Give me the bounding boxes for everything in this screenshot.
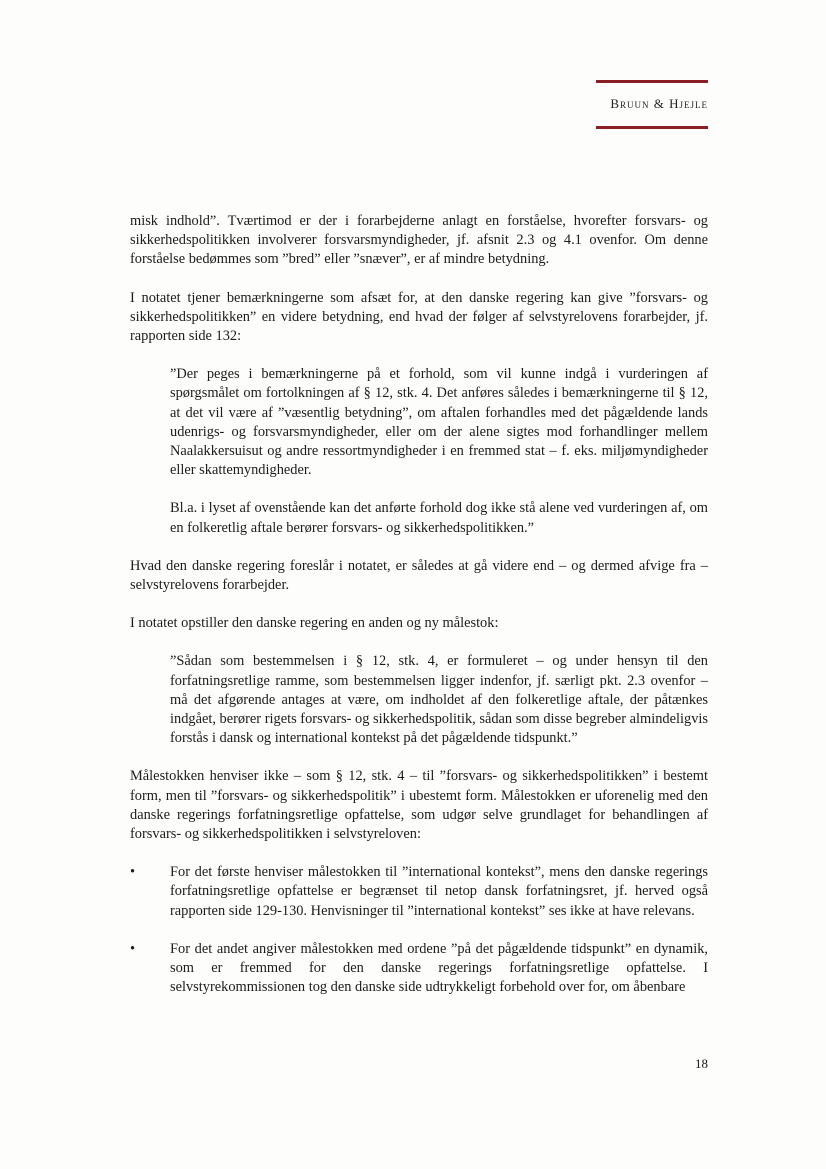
block-quote-2	[170, 652, 708, 748]
quote-1-paragraph-a: ”Der peges i bemærkningerne på et forhold, som vil kunne indgå i vurderingen af spørgsmålet om fortolkningen af § 12, stk. 4. Det anføres således i bemærkningerne til § 12, at det vil være af ”væsentlig betydning”, om aftalen forhandles med det pågældende lands udenrigs- og forsvarsmyndigheder, eller om der alene sigtes mod forhandlinger mellem Naalakkersuisut og andre ressortmyndigheder i en fremmed stat – f. eks. miljømyndigheder eller skattemyndigheder.	[170, 366, 708, 479]
header-rule-bottom	[596, 126, 708, 129]
header-rule-top	[596, 80, 708, 83]
bullet-icon: •	[130, 864, 136, 881]
bullet-icon: •	[130, 940, 136, 957]
block-quote-1	[170, 365, 708, 538]
bullet-text: For det første henviser målestokken til ”international kontekst”, mens den danske regerings forfatningsretlige opfattelse er begrænset til netop dansk forfatningsret, jf. herved også rapporten side 129-130. Henvisninger til ”international kontekst” ses ikke at have relevans.	[170, 864, 708, 919]
quote-2-paragraph: ”Sådan som bestemmelsen i § 12, stk. 4, er formuleret – og under hensyn til den forfatningsretlige ramme, som bestemmelsen ligger indenfor, jf. særligt pkt. 2.3 ovenfor – må det afgørende antages at være, om indholdet af den folkeretlige aftale, der påtænkes indgået, berører rigets forsvars- og sikkerhedspolitik, sådan som disse begreber almindeligvis forstås i dansk og international kontekst på det pågældende tidspunkt.”	[170, 653, 708, 747]
list-item	[130, 863, 708, 921]
quote-1-paragraph-b: Bl.a. i lyset af ovenstående kan det anførte forhold dog ikke stå alene ved vurderingen af, om en folkeretlig aftale berører forsvars- og sikkerhedspolitikken.”	[170, 500, 708, 536]
firm-logo: Bruun & Hjejle	[610, 96, 708, 111]
paragraph-3: Hvad den danske regering foreslår i notatet, er således at gå videre end – og dermed afvige fra – selvstyrelovens forarbejder.	[130, 557, 708, 594]
list-item	[130, 940, 708, 998]
bullet-text: For det andet angiver målestokken med ordene ”på det pågældende tidspunkt” en dynamik, som er fremmed for den danske regerings forfatningsretlige opfattelse. I selvstyrekommissionen tog den danske side udtrykkeligt forbehold over for, om åbenbare	[170, 940, 708, 996]
paragraph-2: I notatet tjener bemærkningerne som afsæt for, at den danske regering kan give ”forsvars- og sikkerhedspolitikken” en videre betydning, end hvad der følger af selvstyrelovens forarbejder, jf. rapporten side 132:	[130, 289, 708, 345]
paragraph-4: I notatet opstiller den danske regering en anden og ny målestok:	[130, 615, 499, 632]
paragraph-1: misk indhold”. Tværtimod er der i forarbejderne anlagt en forståelse, hvorefter forsvars- og sikkerhedspolitikken involverer forsvarsmyndigheder, jf. afsnit 2.3 og 4.1 ovenfor. Om denne forståelse bedømmes som ”bred” eller ”snæver”, er af mindre betydning.	[130, 213, 708, 268]
bullet-list	[130, 863, 708, 997]
page-number: 18	[695, 1056, 708, 1071]
paragraph-5: Målestokken henviser ikke – som § 12, stk. 4 – til ”forsvars- og sikkerhedspolitikken” i bestemt form, men til ”forsvars- og sikkerhedspolitik” i ubestemt form. Målestokken er uforenelig med den danske regerings forfatningsretlige opfattelse, som udgør selve grundlaget for behandlingen af forsvars- og sikkerhedspolitikken i selvstyreloven:	[130, 768, 708, 843]
document-body	[130, 212, 708, 1017]
